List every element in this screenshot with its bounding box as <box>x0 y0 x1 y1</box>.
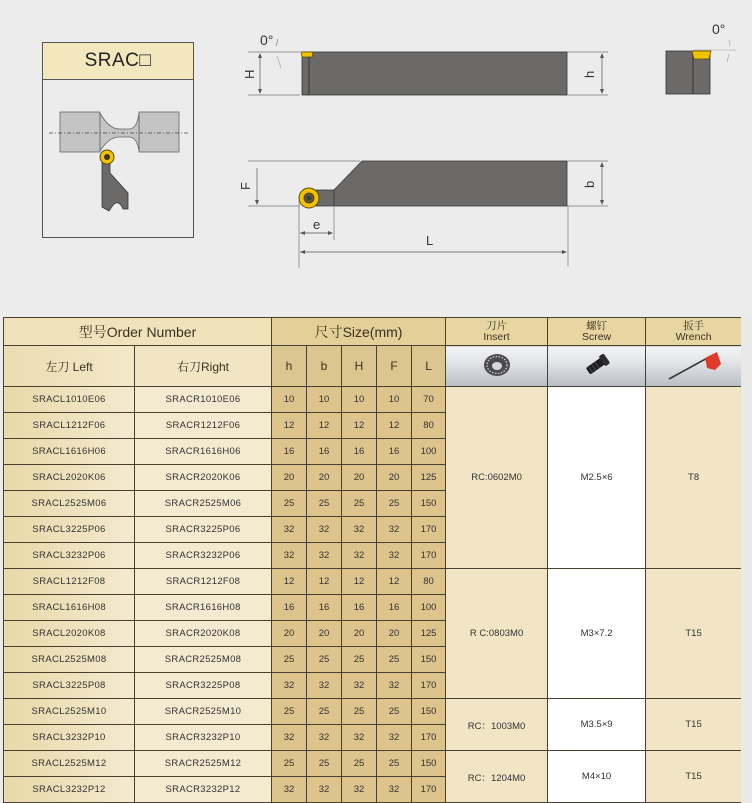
right-hand-model: SRACR1010E06 <box>135 387 272 413</box>
specification-table <box>3 317 742 803</box>
insert-model: RC：1003M0 <box>446 699 548 751</box>
header-wrench-en: Wrench <box>675 330 712 343</box>
size-F: 16 <box>377 439 412 465</box>
insert-side-view-icon <box>301 52 313 57</box>
header-size-b: b <box>307 346 342 387</box>
size-b: 16 <box>307 595 342 621</box>
size-F: 25 <box>377 647 412 673</box>
left-hand-model: SRACL1212F08 <box>4 569 135 595</box>
size-F: 20 <box>377 621 412 647</box>
size-H: 32 <box>342 517 377 543</box>
size-F: 32 <box>377 673 412 699</box>
size-b: 25 <box>307 751 342 777</box>
header-screw-en: Screw <box>581 330 612 343</box>
size-H: 25 <box>342 491 377 517</box>
table-row <box>4 699 742 725</box>
size-b: 12 <box>307 413 342 439</box>
header-right: 右刀Right <box>135 346 272 387</box>
size-h: 20 <box>272 621 307 647</box>
right-hand-model: SRACR2020K06 <box>135 465 272 491</box>
dim-F-label: F <box>238 182 253 190</box>
right-hand-model: SRACR2020K08 <box>135 621 272 647</box>
size-L: 150 <box>412 751 446 777</box>
left-hand-model: SRACL2525M06 <box>4 491 135 517</box>
size-L: 150 <box>412 491 446 517</box>
screw-image-cell <box>548 346 646 387</box>
left-hand-model: SRACL3232P06 <box>4 543 135 569</box>
insert-model: RC:0602M0 <box>446 387 548 569</box>
size-L: 80 <box>412 413 446 439</box>
insert-image-cell <box>446 346 548 387</box>
header-screw-cn: 螺钉 <box>586 319 608 332</box>
left-hand-model: SRACL1010E06 <box>4 387 135 413</box>
size-b: 25 <box>307 647 342 673</box>
left-hand-model: SRACL1212F06 <box>4 413 135 439</box>
right-hand-model: SRACR1212F08 <box>135 569 272 595</box>
type-label: SRAC□ <box>43 43 193 80</box>
size-H: 32 <box>342 777 377 803</box>
dimension-drawing <box>0 0 752 300</box>
size-F: 16 <box>377 595 412 621</box>
right-hand-model: SRACR3232P10 <box>135 725 272 751</box>
size-h: 25 <box>272 647 307 673</box>
size-F: 25 <box>377 699 412 725</box>
left-hand-model: SRACL2525M12 <box>4 751 135 777</box>
size-F: 12 <box>377 413 412 439</box>
right-hand-model: SRACR1616H06 <box>135 439 272 465</box>
dim-h-label: h <box>582 70 597 78</box>
size-F: 32 <box>377 777 412 803</box>
header-row-1 <box>4 318 742 346</box>
size-L: 170 <box>412 543 446 569</box>
size-F: 32 <box>377 517 412 543</box>
tool-body-top-view <box>316 161 567 206</box>
size-h: 32 <box>272 543 307 569</box>
header-screw <box>548 318 646 346</box>
size-b: 32 <box>307 673 342 699</box>
right-hand-model: SRACR2525M08 <box>135 647 272 673</box>
torx-screw-icon <box>577 350 617 380</box>
table-row <box>4 751 742 777</box>
size-H: 20 <box>342 465 377 491</box>
left-hand-model: SRACL2525M10 <box>4 699 135 725</box>
size-h: 12 <box>272 569 307 595</box>
wrench-model: T15 <box>646 699 742 751</box>
size-H: 25 <box>342 647 377 673</box>
wrench-image-cell <box>646 346 742 387</box>
size-b: 12 <box>307 569 342 595</box>
right-hand-model: SRACR2525M12 <box>135 751 272 777</box>
screw-model: M4×10 <box>548 751 646 803</box>
header-order-number: 型号Order Number <box>4 318 272 346</box>
left-hand-model: SRACL3225P06 <box>4 517 135 543</box>
dim-b-label: b <box>582 180 597 188</box>
right-hand-model: SRACR1616H08 <box>135 595 272 621</box>
size-b: 32 <box>307 543 342 569</box>
right-hand-model: SRACR3225P08 <box>135 673 272 699</box>
size-H: 16 <box>342 439 377 465</box>
size-b: 25 <box>307 699 342 725</box>
size-b: 20 <box>307 621 342 647</box>
header-insert-en: Insert <box>483 330 510 343</box>
size-b: 25 <box>307 491 342 517</box>
size-H: 12 <box>342 413 377 439</box>
size-L: 80 <box>412 569 446 595</box>
size-H: 32 <box>342 725 377 751</box>
size-b: 32 <box>307 777 342 803</box>
size-H: 16 <box>342 595 377 621</box>
screw-model: M3.5×9 <box>548 699 646 751</box>
size-H: 20 <box>342 621 377 647</box>
size-F: 10 <box>377 387 412 413</box>
size-b: 16 <box>307 439 342 465</box>
dim-H-label: H <box>242 69 257 79</box>
left-hand-model: SRACL2020K08 <box>4 621 135 647</box>
size-L: 150 <box>412 647 446 673</box>
end-view-angle-label: 0° <box>712 21 726 37</box>
size-h: 32 <box>272 777 307 803</box>
round-insert-icon <box>477 350 517 380</box>
table-row <box>4 387 742 413</box>
right-hand-model: SRACR2525M06 <box>135 491 272 517</box>
insert-model: R C:0803M0 <box>446 569 548 699</box>
left-hand-model: SRACL3232P12 <box>4 777 135 803</box>
size-L: 100 <box>412 439 446 465</box>
header-size-h: h <box>272 346 307 387</box>
size-h: 16 <box>272 439 307 465</box>
left-hand-model: SRACL2525M08 <box>4 647 135 673</box>
size-b: 20 <box>307 465 342 491</box>
screw-model: M2.5×6 <box>548 387 646 569</box>
technical-drawing <box>0 0 752 300</box>
right-hand-model: SRACR2525M10 <box>135 699 272 725</box>
size-L: 125 <box>412 465 446 491</box>
header-wrench <box>646 318 742 346</box>
size-F: 32 <box>377 725 412 751</box>
size-L: 170 <box>412 517 446 543</box>
size-H: 10 <box>342 387 377 413</box>
header-row-2 <box>4 346 742 387</box>
header-size: 尺寸Size(mm) <box>272 318 446 346</box>
size-F: 20 <box>377 465 412 491</box>
size-F: 25 <box>377 751 412 777</box>
header-insert-cn: 刀片 <box>486 319 508 332</box>
header-insert <box>446 318 548 346</box>
screw-model: M3×7.2 <box>548 569 646 699</box>
size-h: 16 <box>272 595 307 621</box>
size-h: 32 <box>272 725 307 751</box>
wrench-model: T8 <box>646 387 742 569</box>
dim-e-label: e <box>313 217 321 232</box>
size-b: 32 <box>307 517 342 543</box>
size-L: 170 <box>412 673 446 699</box>
size-h: 20 <box>272 465 307 491</box>
tool-body-side-view <box>302 52 567 95</box>
wrench-model: T15 <box>646 751 742 803</box>
wrench-model: T15 <box>646 569 742 699</box>
size-h: 10 <box>272 387 307 413</box>
size-L: 125 <box>412 621 446 647</box>
left-hand-model: SRACL1616H06 <box>4 439 135 465</box>
size-b: 10 <box>307 387 342 413</box>
size-L: 170 <box>412 777 446 803</box>
size-h: 32 <box>272 517 307 543</box>
size-H: 25 <box>342 751 377 777</box>
size-h: 25 <box>272 699 307 725</box>
header-left: 左刀 Left <box>4 346 135 387</box>
size-F: 12 <box>377 569 412 595</box>
insert-end-view-icon <box>692 51 711 59</box>
size-h: 32 <box>272 673 307 699</box>
page-margin <box>741 317 752 803</box>
size-h: 25 <box>272 751 307 777</box>
header-wrench-cn: 扳手 <box>683 319 705 332</box>
size-L: 150 <box>412 699 446 725</box>
dim-L-label: L <box>426 233 434 248</box>
right-hand-model: SRACR1212F06 <box>135 413 272 439</box>
left-hand-model: SRACL1616H08 <box>4 595 135 621</box>
size-h: 12 <box>272 413 307 439</box>
size-H: 32 <box>342 543 377 569</box>
table-row <box>4 569 742 595</box>
size-H: 12 <box>342 569 377 595</box>
left-hand-model: SRACL3232P10 <box>4 725 135 751</box>
size-F: 25 <box>377 491 412 517</box>
header-size-F: F <box>377 346 412 387</box>
insert-model: RC：1204M0 <box>446 751 548 803</box>
left-hand-model: SRACL2020K06 <box>4 465 135 491</box>
table-body <box>4 387 742 803</box>
size-F: 32 <box>377 543 412 569</box>
left-hand-model: SRACL3225P08 <box>4 673 135 699</box>
header-size-L: L <box>412 346 446 387</box>
header-size-H: H <box>342 346 377 387</box>
size-L: 70 <box>412 387 446 413</box>
size-H: 32 <box>342 673 377 699</box>
right-hand-model: SRACR3225P06 <box>135 517 272 543</box>
size-L: 100 <box>412 595 446 621</box>
torx-wrench-icon <box>659 348 729 382</box>
right-hand-model: SRACR3232P06 <box>135 543 272 569</box>
size-H: 25 <box>342 699 377 725</box>
size-b: 32 <box>307 725 342 751</box>
rake-angle-label: 0° <box>260 32 274 48</box>
size-L: 170 <box>412 725 446 751</box>
right-hand-model: SRACR3232P12 <box>135 777 272 803</box>
size-h: 25 <box>272 491 307 517</box>
